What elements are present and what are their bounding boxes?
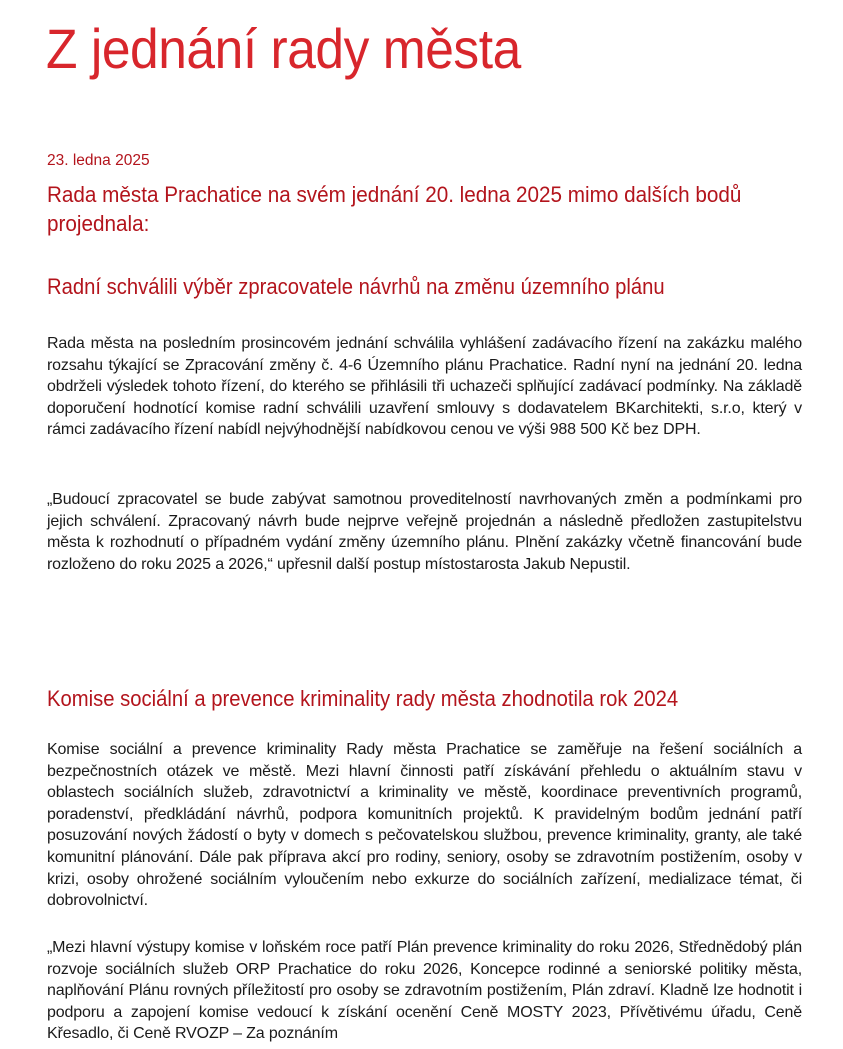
lead-paragraph: Rada města Prachatice na svém jednání 20. ledna 2025 mimo dalších bodů projednala: [47, 182, 742, 236]
publication-date: 23. ledna 2025 [47, 152, 150, 169]
section-1-paragraph-1: Rada města na posledním prosincovém jednání schválila vyhlášení zadávacího řízení na zakázku malého rozsahu týkající se Zpracování změny č. 4-6 Územního plánu Prachatice. Radní nyní na jednání 20. ledna obdrželi výsledek tohoto řízení, do kterého se přihlásili tři uchazeči splňující zadávací podmínky. Na základě doporučení hodnotící komise radní schválili uzavření smlouvy s dodavatelem BKarchitekti, s.r.o, který v rámci zadávacího řízení nabídl nejvýhodnější nabídkovou cenou ve výši 988 500 Kč bez DPH. [47, 335, 802, 439]
page-title: Z jednání rady města [46, 17, 521, 80]
section-2-paragraph-2: „Mezi hlavní výstupy komise v loňském roce patří Plán prevence kriminality do roku 2026, Střednědobý plán rozvoje sociálních služeb ORP Prachatice do roku 2026, Koncepce rodinné a seniorské politiky města, naplňování Plánu rovných příležitostí pro osoby se zdravotním postižením, Plán zdraví. Kladně lze hodnotit i podporu a zapojení komise vedoucí k získání ocenění Ceně MOSTY 2023, Přívětivému úřadu, Ceně Křesadlo, či Ceně RVOZP – Za poznáním [47, 939, 802, 1043]
section-heading-social-commission: Komise sociální a prevence kriminality rady města zhodnotila rok 2024 [47, 686, 679, 711]
section-heading-zoning-plan: Radní schválili výběr zpracovatele návrhů na změnu územního plánu [47, 274, 665, 299]
section-2-paragraph-1: Komise sociální a prevence kriminality Rady města Prachatice se zaměřuje na řešení sociálních a bezpečnostních otázek ve městě. Mezi hlavní činnosti patří získávání přehledu o aktuálním stavu v oblastech sociálních služeb, zdravotnictví a kriminality ve městě, koordinace preventivních programů, poradenství, předkládání návrhů, podpora komunitních projektů. K pravidelným bodům jednání patří posuzování nových žádostí o byty v domech s pečovatelskou službou, prevence kriminality, granty, ale také komunitní plánování. Dále pak příprava akcí pro rodiny, seniory, osoby se zdravotním postižením, osoby v krizi, osoby ohrožené sociálním vyloučením nebo exkurze do sociálních zařízení, medializace témat, či dobrovolnictví. [47, 741, 802, 910]
section-1-paragraph-2: „Budoucí zpracovatel se bude zabývat samotnou proveditelností navrhovaných změn a podmínkami pro jejich schválení. Zpracovaný návrh bude nejprve veřejně projednán a následně předložen zastupitelstvu města k rozhodnutí o případném vydání změny územního plánu. Plnění zakázky včetně financování bude rozloženo do roku 2025 a 2026,“ upřesnil další postup místostarosta Jakub Nepustil. [47, 491, 802, 573]
